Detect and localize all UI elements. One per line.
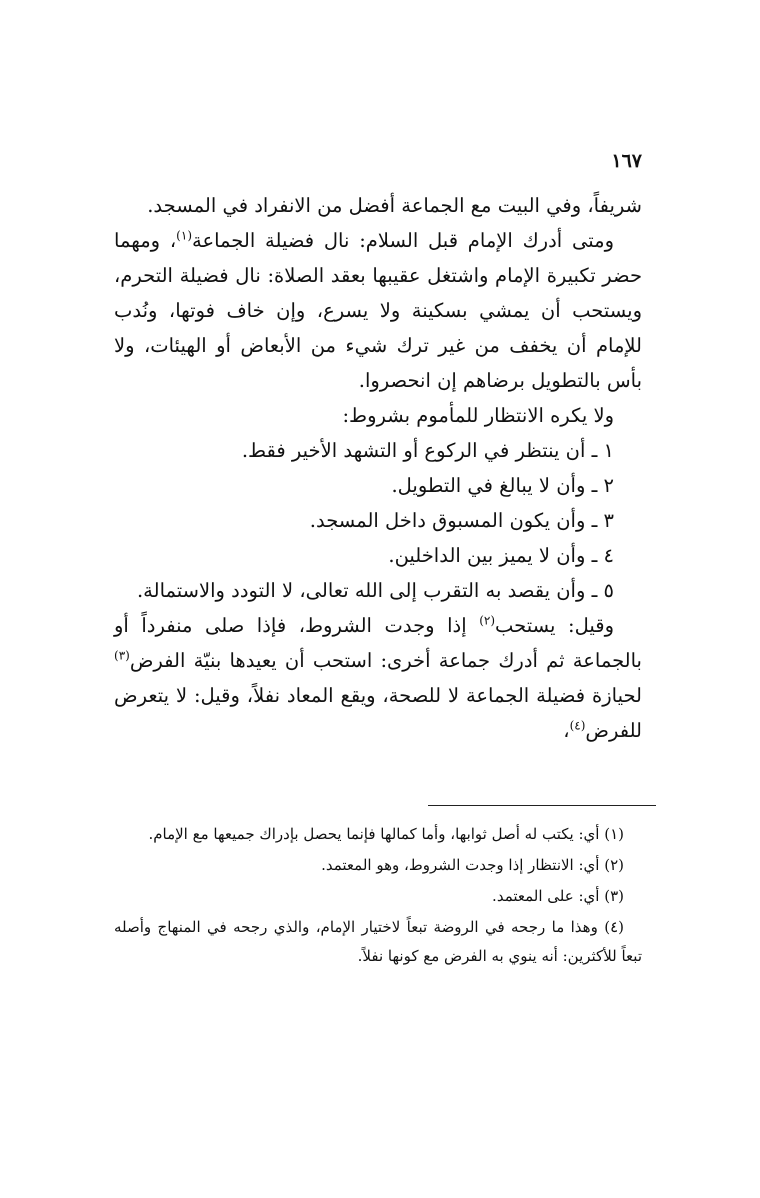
footnote-ref: (٤) <box>569 718 586 733</box>
footnote: (١) أي: يكتب له أصل ثوابها، وأما كمالها فإنما يحصل بإدراك جميعها مع الإمام. <box>148 825 624 843</box>
condition-item: ٤ ـ وأن لا يميز بين الداخلين. <box>388 544 614 567</box>
paragraph-text: ، ومهما حضر تكبيرة الإمام واشتغل عقيبها بعقد الصلاة: نال فضيلة التحرم، ويستحب أن يمشي بسكينة ولا يسرع، وإن خاف فوتها، ونُدب للإمام أن يخفف من غير ترك شيء من الأبعاض أو الهيئات، ولا بأس بالتطويل برضاهم إن انحصروا. <box>114 229 642 392</box>
footnote-ref: (٣) <box>114 648 130 663</box>
footnote-divider <box>428 805 656 806</box>
condition-item: ٢ ـ وأن لا يبالغ في التطويل. <box>391 474 614 497</box>
paragraph: ولا يكره الانتظار للمأموم بشروط: <box>342 404 614 427</box>
footnote: (٤) وهذا ما رجحه في الروضة تبعاً لاختيار الإمام، والذي رجحه في المنهاج وأصله تبعاً للأكثرين: أنه ينوي به الفرض مع كونها نفلاً. <box>114 918 642 965</box>
paragraph-text: لحيازة فضيلة الجماعة لا للصحة، ويقع المعاد نفلاً، وقيل: لا يتعرض للفرض <box>114 684 642 742</box>
condition-item: ٥ ـ وأن يقصد به التقرب إلى الله تعالى، لا التودد والاستمالة. <box>136 579 614 602</box>
footnotes <box>114 820 642 973</box>
footnote-ref: (١) <box>176 228 192 243</box>
page-number: ١٦٧ <box>611 150 642 172</box>
paragraph-text: ومتى أدرك الإمام قبل السلام: نال فضيلة الجماعة <box>192 229 614 252</box>
main-text <box>114 188 642 748</box>
paragraph <box>114 608 642 748</box>
footnote: (٢) أي: الانتظار إذا وجدت الشروط، وهو المعتمد. <box>321 856 624 874</box>
footnote: (٣) أي: على المعتمد. <box>492 887 624 905</box>
paragraph-text: ، <box>563 719 570 742</box>
paragraph <box>114 223 642 398</box>
paragraph: شريفاً، وفي البيت مع الجماعة أفضل من الانفراد في المسجد. <box>147 194 642 217</box>
condition-item: ١ ـ أن ينتظر في الركوع أو التشهد الأخير فقط. <box>241 439 614 462</box>
condition-item: ٣ ـ وأن يكون المسبوق داخل المسجد. <box>309 509 614 532</box>
paragraph-text: إذا وجدت الشروط، فإذا صلى منفرداً أو بالجماعة ثم أدرك جماعة أخرى: استحب أن يعيدها بنيّة الفرض <box>114 614 642 672</box>
footnote-ref: (٢) <box>479 613 496 628</box>
paragraph-text: وقيل: يستحب <box>495 614 614 637</box>
